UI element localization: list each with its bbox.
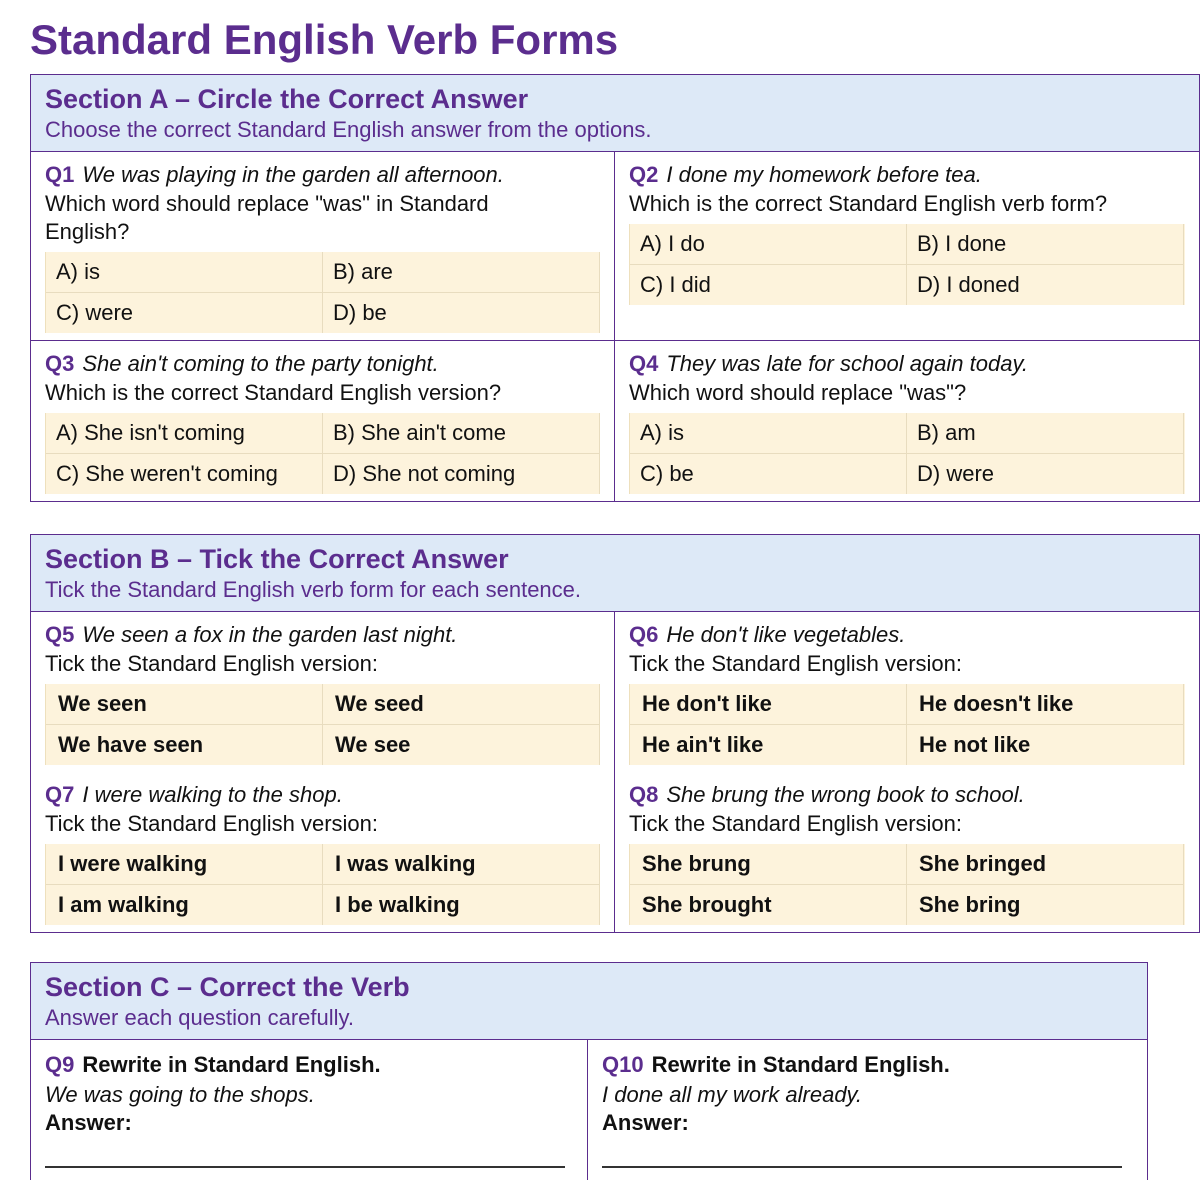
tick-option[interactable]: He doesn't like bbox=[907, 684, 1184, 725]
question-number: Q6 bbox=[629, 622, 659, 647]
tick-option[interactable]: We have seen bbox=[46, 725, 323, 765]
option-a[interactable]: A) She isn't coming bbox=[46, 413, 323, 454]
question-number: Q7 bbox=[45, 782, 75, 807]
section-a bbox=[30, 74, 1200, 502]
question-q1 bbox=[31, 152, 615, 341]
tick-option[interactable]: He ain't like bbox=[630, 725, 907, 765]
question-q3 bbox=[31, 341, 615, 501]
question-q2 bbox=[615, 152, 1199, 341]
option-c[interactable]: C) were bbox=[46, 293, 323, 333]
question-q6 bbox=[615, 612, 1199, 772]
options-grid bbox=[45, 413, 600, 494]
tick-option[interactable]: She bring bbox=[907, 885, 1184, 925]
question-prompt: Tick the Standard English version: bbox=[45, 811, 379, 836]
option-a[interactable]: A) is bbox=[630, 413, 907, 454]
options-grid bbox=[45, 252, 600, 333]
tick-option[interactable]: I am walking bbox=[46, 885, 323, 925]
section-b-title: Section B – Tick the Correct Answer bbox=[45, 544, 509, 574]
question-number: Q4 bbox=[629, 351, 659, 376]
tick-option[interactable]: She brought bbox=[630, 885, 907, 925]
tick-option[interactable]: He don't like bbox=[630, 684, 907, 725]
option-c[interactable]: C) be bbox=[630, 454, 907, 494]
answer-label: Answer: bbox=[45, 1110, 132, 1135]
section-c-subtitle: Answer each question carefully. bbox=[45, 1005, 354, 1030]
question-number: Q9 bbox=[45, 1052, 75, 1077]
answer-line[interactable] bbox=[45, 1166, 565, 1168]
options-grid bbox=[45, 684, 600, 765]
question-prompt: Which word should replace "was"? bbox=[629, 380, 967, 405]
question-sentence: We was going to the shops. bbox=[45, 1082, 315, 1107]
options-grid bbox=[629, 684, 1185, 765]
section-b-header bbox=[31, 535, 1199, 612]
question-number: Q5 bbox=[45, 622, 75, 647]
answer-line[interactable] bbox=[602, 1166, 1122, 1168]
page-title: Standard English Verb Forms bbox=[30, 16, 619, 63]
question-q7 bbox=[31, 772, 615, 932]
question-q10 bbox=[588, 1040, 1145, 1180]
tick-option[interactable]: She brung bbox=[630, 844, 907, 885]
options-grid bbox=[629, 413, 1185, 494]
question-sentence: I were walking to the shop. bbox=[82, 782, 343, 807]
question-number: Q8 bbox=[629, 782, 659, 807]
tick-option[interactable]: I be walking bbox=[323, 885, 600, 925]
options-grid bbox=[629, 844, 1185, 925]
option-b[interactable]: B) am bbox=[907, 413, 1184, 454]
section-c bbox=[30, 962, 1148, 1180]
question-sentence: We seen a fox in the garden last night. bbox=[82, 622, 458, 647]
section-c-header bbox=[31, 963, 1147, 1040]
question-q4 bbox=[615, 341, 1199, 501]
question-number: Q10 bbox=[602, 1052, 644, 1077]
question-sentence: They was late for school again today. bbox=[666, 351, 1028, 376]
options-grid bbox=[629, 224, 1185, 305]
question-sentence: We was playing in the garden all afternoon. bbox=[82, 162, 504, 187]
option-a[interactable]: A) is bbox=[46, 252, 323, 293]
question-prompt: Tick the Standard English version: bbox=[629, 651, 963, 676]
question-number: Q2 bbox=[629, 162, 659, 187]
tick-option[interactable]: I was walking bbox=[323, 844, 600, 885]
question-sentence: She brung the wrong book to school. bbox=[666, 782, 1025, 807]
question-number: Q3 bbox=[45, 351, 75, 376]
option-b[interactable]: B) She ain't come bbox=[323, 413, 600, 454]
section-a-header bbox=[31, 75, 1199, 152]
tick-option[interactable]: He not like bbox=[907, 725, 1184, 765]
tick-option[interactable]: We see bbox=[323, 725, 600, 765]
option-b[interactable]: B) I done bbox=[907, 224, 1184, 265]
section-a-title: Section A – Circle the Correct Answer bbox=[45, 84, 529, 114]
option-c[interactable]: C) She weren't coming bbox=[46, 454, 323, 494]
option-d[interactable]: D) be bbox=[323, 293, 600, 333]
question-sentence: I done all my work already. bbox=[602, 1082, 863, 1107]
tick-option[interactable]: I were walking bbox=[46, 844, 323, 885]
tick-option[interactable]: We seen bbox=[46, 684, 323, 725]
question-heading: Rewrite in Standard English. bbox=[651, 1052, 950, 1077]
question-prompt: Which is the correct Standard English verb form? bbox=[629, 191, 1108, 216]
option-d[interactable]: D) I doned bbox=[907, 265, 1184, 305]
option-d[interactable]: D) She not coming bbox=[323, 454, 600, 494]
question-prompt: Which is the correct Standard English version? bbox=[45, 380, 502, 405]
section-a-subtitle: Choose the correct Standard English answer from the options. bbox=[45, 117, 652, 142]
question-prompt: Tick the Standard English version: bbox=[629, 811, 963, 836]
option-b[interactable]: B) are bbox=[323, 252, 600, 293]
section-b-subtitle: Tick the Standard English verb form for each sentence. bbox=[45, 577, 582, 602]
option-d[interactable]: D) were bbox=[907, 454, 1184, 494]
question-q5 bbox=[31, 612, 615, 772]
options-grid bbox=[45, 844, 600, 925]
option-a[interactable]: A) I do bbox=[630, 224, 907, 265]
answer-label: Answer: bbox=[602, 1110, 689, 1135]
section-c-title: Section C – Correct the Verb bbox=[45, 972, 410, 1002]
section-b bbox=[30, 534, 1200, 933]
question-number: Q1 bbox=[45, 162, 75, 187]
question-prompt: Which word should replace "was" in Standard English? bbox=[45, 191, 489, 244]
tick-option[interactable]: We seed bbox=[323, 684, 600, 725]
option-c[interactable]: C) I did bbox=[630, 265, 907, 305]
tick-option[interactable]: She bringed bbox=[907, 844, 1184, 885]
question-sentence: He don't like vegetables. bbox=[666, 622, 906, 647]
question-sentence: She ain't coming to the party tonight. bbox=[82, 351, 439, 376]
question-prompt: Tick the Standard English version: bbox=[45, 651, 379, 676]
question-q9 bbox=[31, 1040, 588, 1180]
question-sentence: I done my homework before tea. bbox=[666, 162, 982, 187]
question-heading: Rewrite in Standard English. bbox=[82, 1052, 381, 1077]
question-q8 bbox=[615, 772, 1199, 932]
